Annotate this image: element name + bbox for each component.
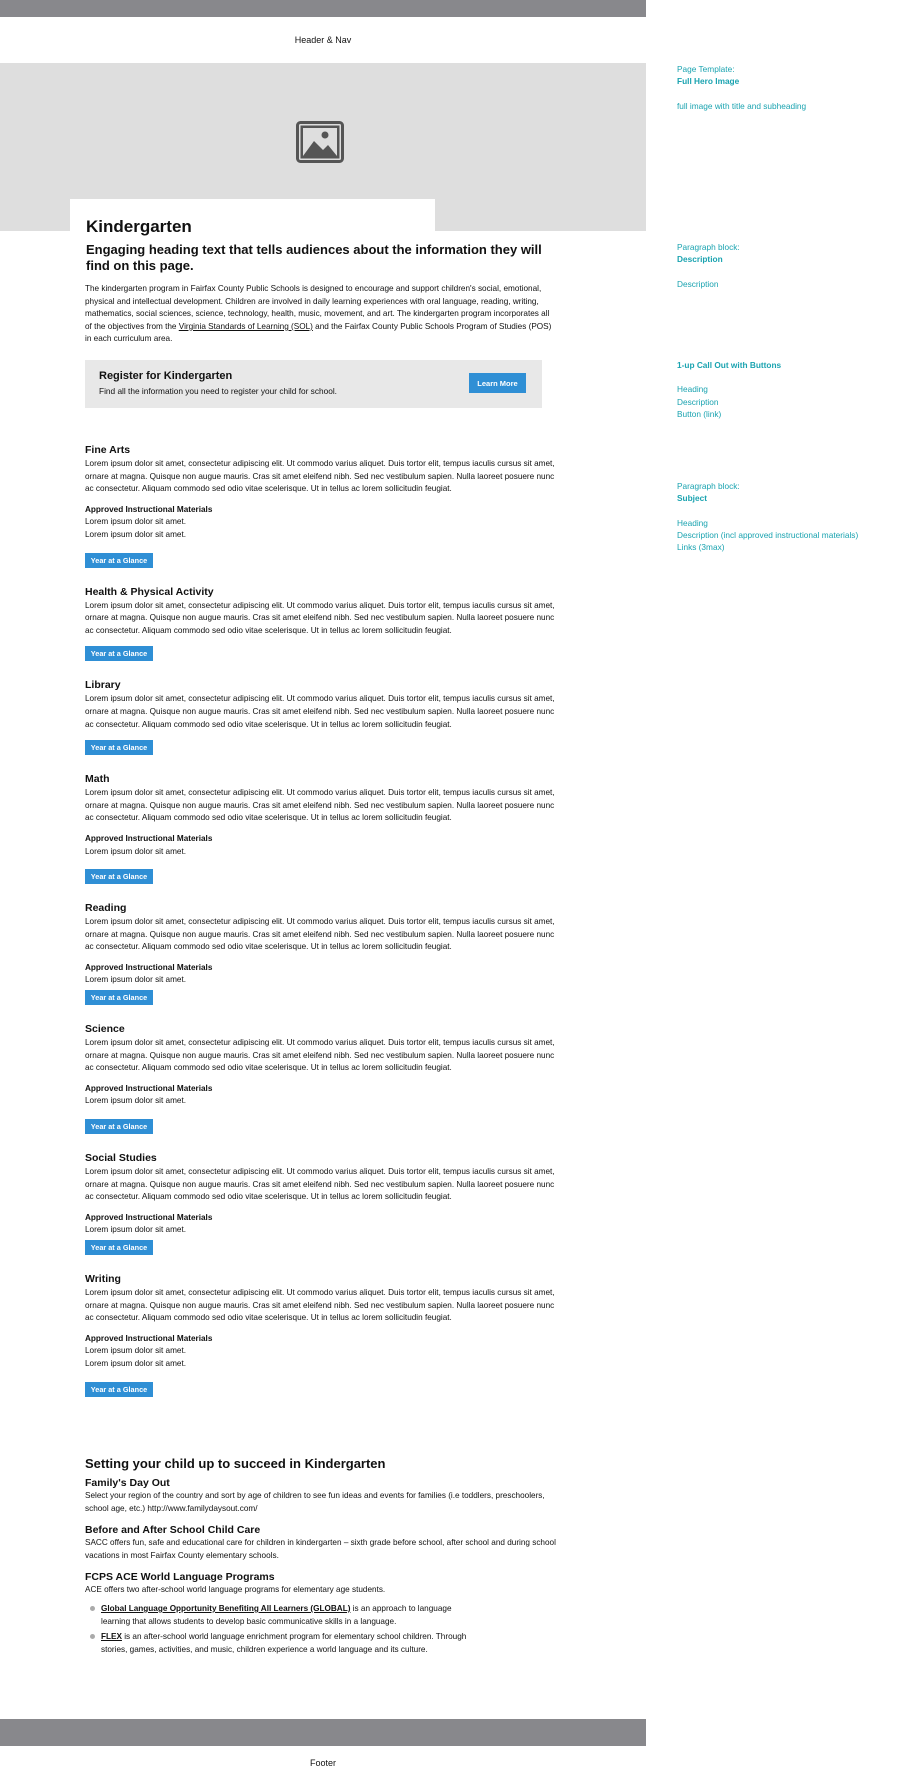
subject-reading (85, 902, 555, 1005)
image-placeholder-icon (296, 121, 344, 163)
subject-social-studies (85, 1152, 555, 1255)
callout-heading: Register for Kindergarten (99, 370, 233, 382)
year-at-a-glance-button[interactable]: Year at a Glance (85, 646, 153, 661)
global-link[interactable]: Global Language Opportunity Benefiting All Learners (GLOBAL) (101, 1603, 351, 1613)
resource-heading: Family's Day Out (85, 1477, 170, 1489)
subjects-list (85, 444, 555, 1415)
header-nav[interactable]: Header & Nav (294, 35, 352, 45)
subject-heading: Writing (85, 1273, 121, 1285)
materials-title: Approved Instructional Materials (85, 504, 213, 514)
subject-description: Lorem ipsum dolor sit amet, consectetur adipiscing elit. Ut commodo varius aliquet. Duis tortor elit, tempus iaculis cursus sit amet, ornare at magna. Quisque non augue mauris. Cras sit amet eleifend nibh. Sed nec vestibulum sapien. Nulla laoreet posuere nunc ac consectetur. Aliquam commodo sed odio vitae scelerisque. Ut in tellus ac lorem sollicitudin feugiat. (85, 694, 555, 729)
language-programs-list (85, 1603, 565, 1656)
resource-heading: FCPS ACE World Language Programs (85, 1571, 275, 1584)
subject-heading: Library (85, 679, 121, 692)
materials-title: Approved Instructional Materials (85, 962, 213, 972)
material-item: Lorem ipsum dolor sit amet. (85, 1346, 187, 1356)
subject-writing (85, 1273, 555, 1397)
material-item: Lorem ipsum dolor sit amet. (85, 846, 187, 856)
materials-title: Approved Instructional Materials (85, 833, 213, 843)
sol-link[interactable]: Virginia Standards of Learning (SOL) (178, 321, 313, 331)
subject-health (85, 586, 555, 662)
material-item: Lorem ipsum dolor sit amet. (85, 1096, 187, 1106)
page-title: Kindergarten (86, 217, 192, 236)
annotation-paragraph: Paragraph block: Description Description (677, 242, 740, 289)
subject-heading: Math (85, 773, 110, 786)
year-at-a-glance-button[interactable]: Year at a Glance (85, 869, 153, 884)
succeed-heading: Setting your child up to succeed in Kindergarten (85, 1456, 386, 1471)
page-subheading: Engaging heading text that tells audiences about the information they will find on this page. (86, 242, 542, 273)
subject-heading: Social Studies (85, 1152, 157, 1165)
material-item: Lorem ipsum dolor sit amet. (85, 1225, 187, 1235)
resource-description: SACC offers fun, safe and educational care for children in kindergarten – sixth grade before school, after school and during school vacations in most Fairfax County elementary schools. (85, 1538, 556, 1560)
subject-math (85, 773, 555, 884)
subject-fine-arts (85, 444, 555, 568)
succeed-section (85, 1456, 565, 1659)
register-callout (85, 360, 542, 408)
subject-description: Lorem ipsum dolor sit amet, consectetur adipiscing elit. Ut commodo varius aliquet. Duis tortor elit, tempus iaculis cursus sit amet, ornare at magna. Quisque non augue mauris. Cras sit amet eleifend nibh. Sed nec vestibulum sapien. Nulla laoreet posuere nunc ac consectetur. Aliquam commodo sed odio vitae scelerisque. Ut in tellus ac lorem sollicitudin feugiat. (85, 600, 555, 635)
top-bar (0, 0, 646, 17)
year-at-a-glance-button[interactable]: Year at a Glance (85, 740, 153, 755)
materials-title: Approved Instructional Materials (85, 1083, 213, 1093)
subject-library (85, 679, 555, 755)
subject-description: Lorem ipsum dolor sit amet, consectetur adipiscing elit. Ut commodo varius aliquet. Duis tortor elit, tempus iaculis cursus sit amet, ornare at magna. Quisque non augue mauris. Cras sit amet eleifend nibh. Sed nec vestibulum sapien. Nulla laoreet posuere nunc ac consectetur. Aliquam commodo sed odio vitae scelerisque. Ut in tellus ac lorem sollicitudin feugiat. (85, 788, 555, 823)
materials-title: Approved Instructional Materials (85, 1333, 213, 1343)
material-item: Lorem ipsum dolor sit amet. (85, 517, 187, 527)
list-item: Global Language Opportunity Benefiting All Learners (GLOBAL) is an approach to language learning that allows students to develop basic communicative skills in a language. (101, 1603, 481, 1628)
callout-description: Find all the information you need to register your child for school. (99, 386, 337, 396)
footer: Footer (309, 1758, 336, 1768)
annotation-subject: Paragraph block: Subject Heading Description (incl approved instructional materials) Links (3max) (677, 481, 859, 553)
list-item: FLEX is an after-school world language enrichment program for elementary school children. Through stories, games, activities, and music, children experience a world language and its culture. (101, 1631, 481, 1656)
learn-more-button[interactable]: Learn More (469, 373, 526, 393)
resource-description: Select your region of the country and sort by age of children to see fun ideas and events for families (i.e toddlers, preschoolers, school age, etc.) http://www.familydaysout.com/ (85, 1491, 545, 1513)
material-item: Lorem ipsum dolor sit amet. (85, 529, 187, 539)
subject-heading: Reading (85, 902, 127, 915)
subject-heading: Health & Physical Activity (85, 585, 214, 598)
year-at-a-glance-button[interactable]: Year at a Glance (85, 1240, 153, 1255)
subject-description: Lorem ipsum dolor sit amet, consectetur adipiscing elit. Ut commodo varius aliquet. Duis tortor elit, tempus iaculis cursus sit amet, ornare at magna. Quisque non augue mauris. Cras sit amet eleifend nibh. Sed nec vestibulum sapien. Nulla laoreet posuere nunc ac consectetur. Aliquam commodo sed odio vitae scelerisque. Ut in tellus ac lorem sollicitudin feugiat. (85, 459, 555, 494)
year-at-a-glance-button[interactable]: Year at a Glance (85, 1119, 153, 1134)
material-item: Lorem ipsum dolor sit amet. (85, 975, 187, 985)
flex-link[interactable]: FLEX (101, 1632, 122, 1642)
subject-heading: Science (85, 1023, 125, 1036)
bullet-icon (90, 1606, 95, 1611)
subject-science (85, 1023, 555, 1134)
subject-heading: Fine Arts (85, 444, 131, 456)
bullet-icon (90, 1634, 95, 1639)
intro-paragraph: The kindergarten program in Fairfax County Public Schools is designed to encourage and support children's social, emotional, physical and intellectual development. Children are involved in daily learning experiences with oral language, reading, writing, mathematics, social sciences, science, technology, health, music, movement, and art. The kindergarten program incorporates all of the objectives from the Virginia Standards of Learning (SOL) and the Fairfax County Public Schools Program of Studies (POS) in each curriculum area. (85, 284, 552, 344)
resource-description: ACE offers two after-school world language programs for elementary age students. (85, 1585, 386, 1595)
resource-heading: Before and After School Child Care (85, 1524, 261, 1537)
material-item: Lorem ipsum dolor sit amet. (85, 1358, 187, 1368)
footer-bar (0, 1719, 646, 1746)
subject-description: Lorem ipsum dolor sit amet, consectetur adipiscing elit. Ut commodo varius aliquet. Duis tortor elit, tempus iaculis cursus sit amet, ornare at magna. Quisque non augue mauris. Cras sit amet eleifend nibh. Sed nec vestibulum sapien. Nulla laoreet posuere nunc ac consectetur. Aliquam commodo sed odio vitae scelerisque. Ut in tellus ac lorem sollicitudin feugiat. (85, 1038, 555, 1073)
subject-description: Lorem ipsum dolor sit amet, consectetur adipiscing elit. Ut commodo varius aliquet. Duis tortor elit, tempus iaculis cursus sit amet, ornare at magna. Quisque non augue mauris. Cras sit amet eleifend nibh. Sed nec vestibulum sapien. Nulla laoreet posuere nunc ac consectetur. Aliquam commodo sed odio vitae scelerisque. Ut in tellus ac lorem sollicitudin feugiat. (85, 1167, 555, 1202)
subject-description: Lorem ipsum dolor sit amet, consectetur adipiscing elit. Ut commodo varius aliquet. Duis tortor elit, tempus iaculis cursus sit amet, ornare at magna. Quisque non augue mauris. Cras sit amet eleifend nibh. Sed nec vestibulum sapien. Nulla laoreet posuere nunc ac consectetur. Aliquam commodo sed odio vitae scelerisque. Ut in tellus ac lorem sollicitudin feugiat. (85, 1288, 555, 1323)
year-at-a-glance-button[interactable]: Year at a Glance (85, 553, 153, 568)
year-at-a-glance-button[interactable]: Year at a Glance (85, 990, 153, 1005)
year-at-a-glance-button[interactable]: Year at a Glance (85, 1382, 153, 1397)
annotation-callout: 1-up Call Out with Buttons Heading Description Button (link) (677, 360, 782, 419)
annotation-hero: Page Template: Full Hero Image full image with title and subheading (677, 64, 807, 111)
subject-description: Lorem ipsum dolor sit amet, consectetur adipiscing elit. Ut commodo varius aliquet. Duis tortor elit, tempus iaculis cursus sit amet, ornare at magna. Quisque non augue mauris. Cras sit amet eleifend nibh. Sed nec vestibulum sapien. Nulla laoreet posuere nunc ac consectetur. Aliquam commodo sed odio vitae scelerisque. Ut in tellus ac lorem sollicitudin feugiat. (85, 917, 555, 952)
materials-title: Approved Instructional Materials (85, 1212, 213, 1222)
